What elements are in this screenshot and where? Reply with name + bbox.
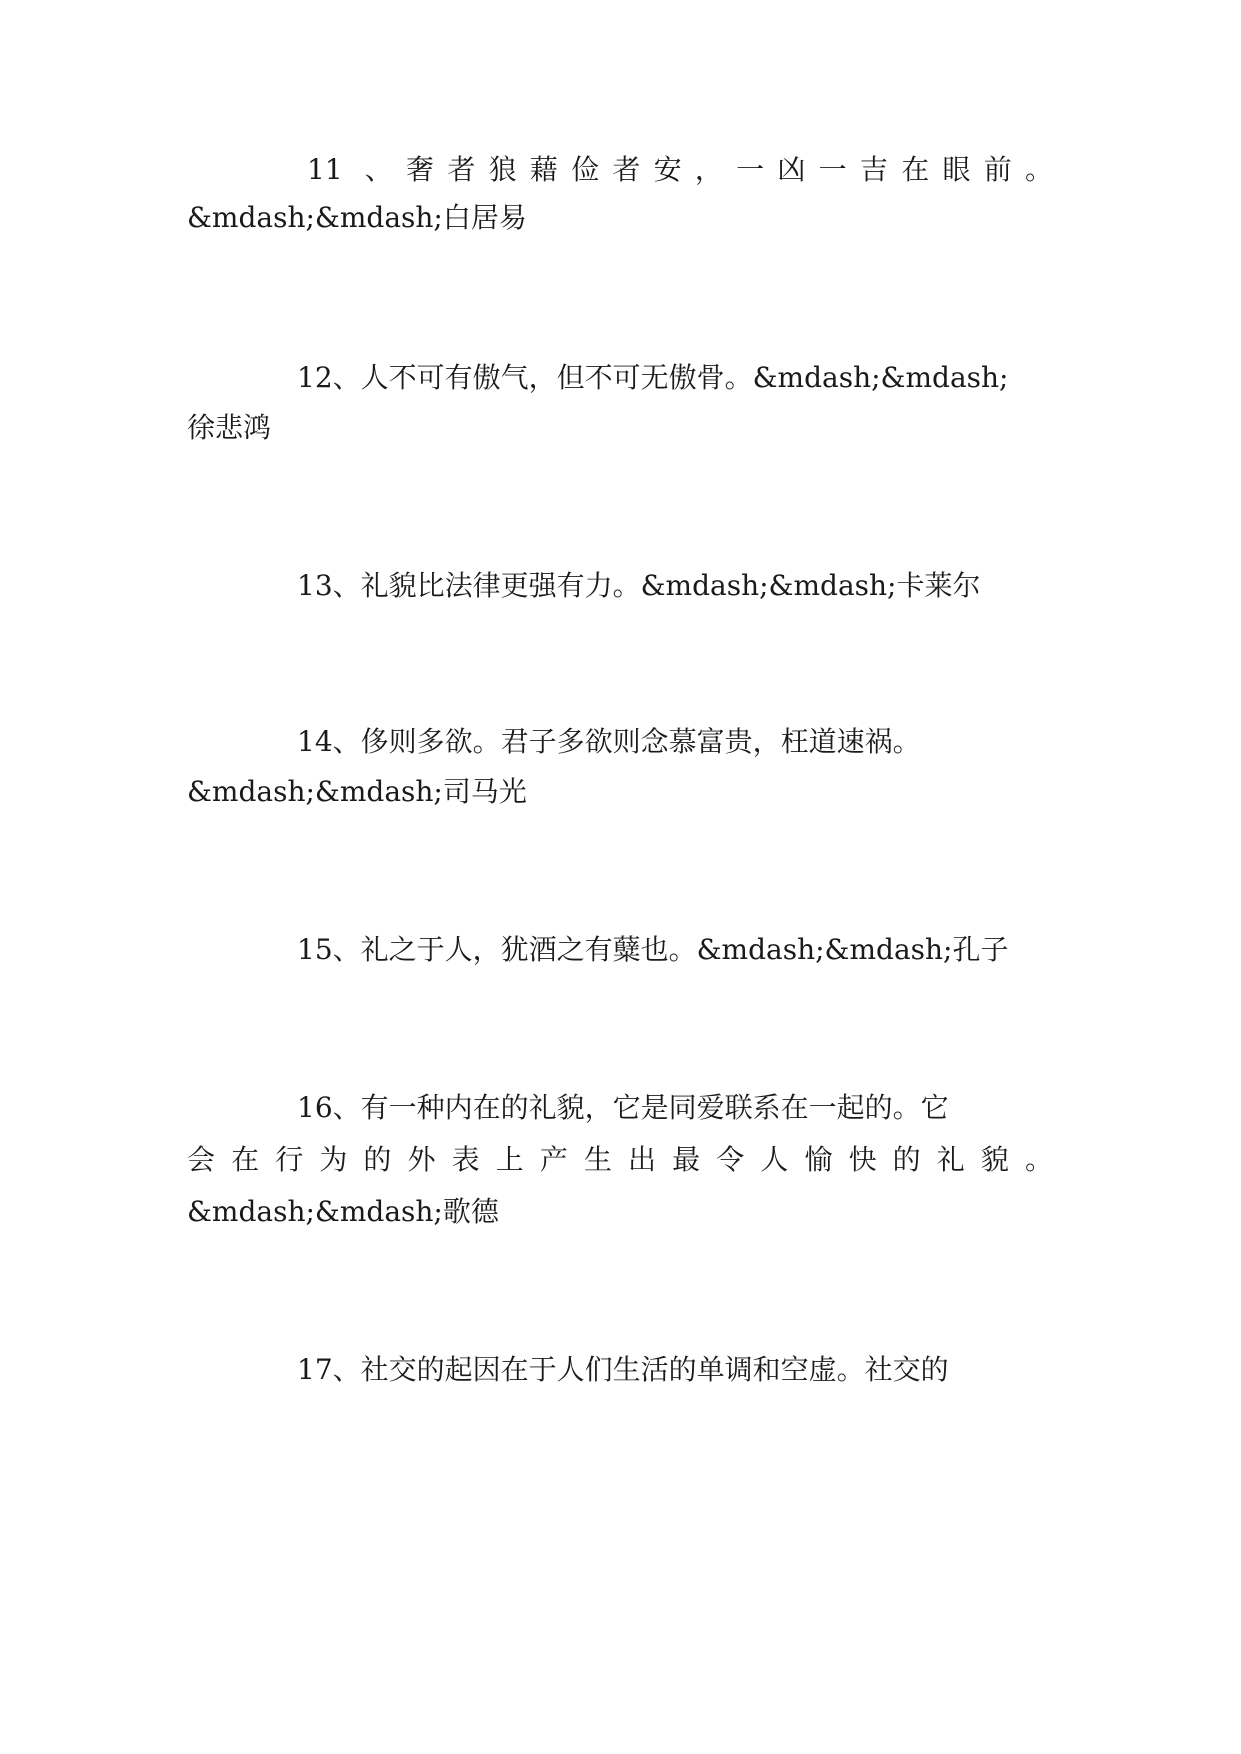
quote-12-line-2: 徐悲鸿	[187, 411, 272, 444]
quote-14-line-2: &mdash;&mdash;司马光	[187, 775, 527, 808]
quote-14-line-1: 14、侈则多欲。君子多欲则念慕富贵，枉道速祸。	[297, 725, 921, 758]
quote-11-line-1: 11 、奢者狼藉俭者安，一凶一吉在眼前。	[307, 153, 1053, 186]
quote-16-line-2: 会在行为的外表上产生出最令人愉快的礼貌。	[187, 1143, 1053, 1176]
quote-13-line-1: 13、礼貌比法律更强有力。&mdash;&mdash;卡莱尔	[297, 569, 981, 602]
quote-17-line-1: 17、社交的起因在于人们生活的单调和空虚。社交的	[297, 1353, 949, 1386]
quote-15-line-1: 15、礼之于人，犹酒之有糵也。&mdash;&mdash;孔子	[297, 933, 1009, 966]
quote-11-line-2: &mdash;&mdash;白居易	[187, 201, 527, 234]
quote-16-line-3: &mdash;&mdash;歌德	[187, 1195, 499, 1228]
quote-16-line-1: 16、有一种内在的礼貌，它是同爱联系在一起的。它	[297, 1091, 949, 1124]
quote-12-line-1: 12、人不可有傲气，但不可无傲骨。&mdash;&mdash;	[297, 361, 1009, 394]
